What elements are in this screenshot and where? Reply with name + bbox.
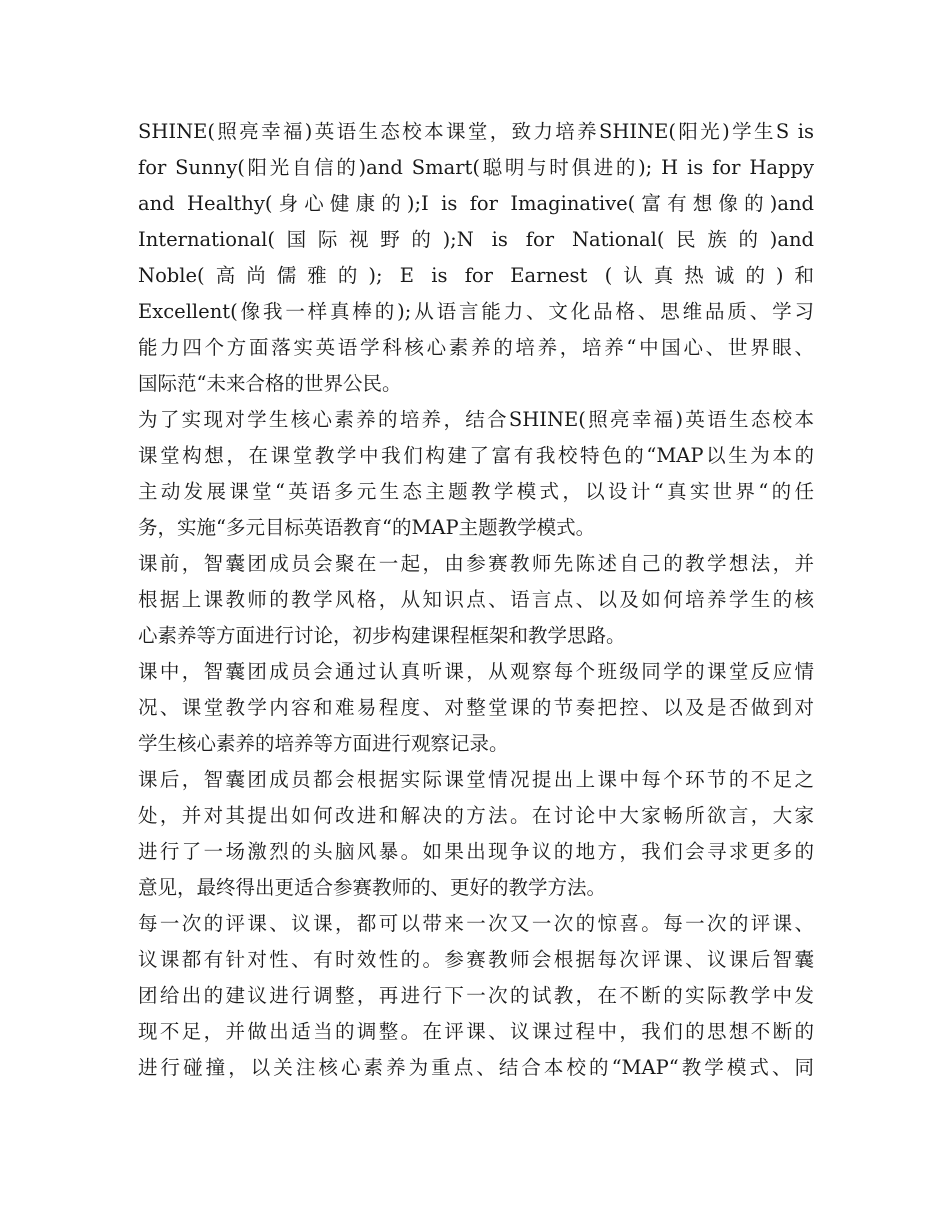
text-line: 课中，智囊团成员会通过认真听课，从观察每个班级同学的课堂反应情 [138, 660, 814, 683]
text-line: 主动发展课堂“英语多元生态主题教学模式，以设计“真实世界“的任 [138, 480, 814, 503]
paragraph-end-line: 意见，最终得出更适合参赛教师的、更好的教学方法。 [138, 876, 607, 899]
text-line: 根据上课教师的教学风格，从知识点、语言点、以及如何培养学生的核 [138, 588, 814, 611]
text-line: 况、课堂教学内容和难易程度、对整堂课的节奏把控、以及是否做到对 [138, 696, 814, 719]
text-line: 能力四个方面落实英语学科核心素养的培养，培养“中国心、世界眼、 [138, 336, 814, 359]
text-line: 现不足，并做出适当的调整。在评课、议课过程中，我们的思想不断的 [138, 1020, 814, 1043]
text-line: 进行碰撞，以关注核心素养为重点、结合本校的“MAP“教学模式、同 [138, 1056, 814, 1079]
text-line: 团给出的建议进行调整，再进行下一次的试教，在不断的实际教学中发 [138, 984, 814, 1007]
text-line: 为了实现对学生核心素养的培养，结合SHINE(照亮幸福)英语生态校本 [138, 408, 814, 431]
paragraph-end-line: 学生核心素养的培养等方面进行观察记录。 [138, 732, 509, 755]
text-line: and Healthy(身心健康的);I is for Imaginative(富有想像的)and [138, 192, 814, 215]
text-line: Noble(高尚儒雅的); E is for Earnest (认真热诚的)和 [138, 264, 814, 287]
paragraph-end-line: 国际范“未来合格的世界公民。 [138, 372, 402, 395]
text-line: Excellent(像我一样真棒的);从语言能力、文化品格、思维品质、学习 [138, 300, 814, 323]
text-line: 课后，智囊团成员都会根据实际课堂情况提出上课中每个环节的不足之 [138, 768, 814, 791]
text-line: SHINE(照亮幸福)英语生态校本课堂，致力培养SHINE(阳光)学生S is [138, 120, 814, 143]
text-line: 课前，智囊团成员会聚在一起，由参赛教师先陈述自己的教学想法，并 [138, 552, 814, 575]
text-line: for Sunny(阳光自信的)and Smart(聪明与时俱进的); H is for Happy [138, 156, 814, 179]
text-line: 进行了一场激烈的头脑风暴。如果出现争议的地方，我们会寻求更多的 [138, 840, 814, 863]
text-line: 处，并对其提出如何改进和解决的方法。在讨论中大家畅所欲言，大家 [138, 804, 814, 827]
paragraph-end-line: 务，实施“多元目标英语教育“的MAP主题教学模式。 [138, 516, 596, 539]
text-line: 课堂构想，在课堂教学中我们构建了富有我校特色的“MAP以生为本的 [138, 444, 814, 467]
text-line: International(国际视野的);N is for National(民族的)and [138, 228, 814, 251]
text-line: 议课都有针对性、有时效性的。参赛教师会根据每次评课、议课后智囊 [138, 948, 814, 971]
text-line: 每一次的评课、议课，都可以带来一次又一次的惊喜。每一次的评课、 [138, 912, 814, 935]
paragraph-end-line: 心素养等方面进行讨论，初步构建课程框架和教学思路。 [138, 624, 626, 647]
document-body [138, 114, 814, 1086]
